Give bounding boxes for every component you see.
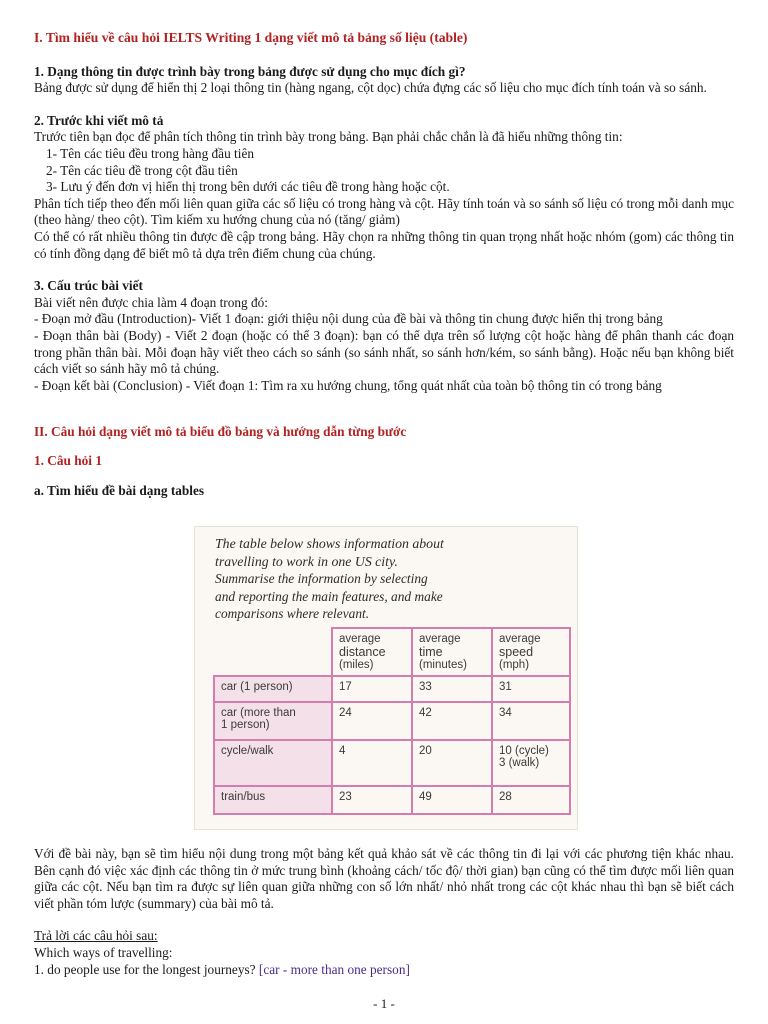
cell-speed: 34 — [492, 702, 570, 740]
section-heading-2: II. Câu hỏi dạng viết mô tả biểu đồ bảng và hướng dẫn từng bước — [34, 423, 407, 439]
cell-distance: 23 — [332, 786, 412, 814]
paragraph-structure-intro: Bài viết nên được chia làm 4 đoạn trong đó: — [34, 294, 268, 310]
task-prompt — [215, 535, 565, 623]
task-instruction-line: and reporting the main features, and make — [215, 588, 443, 604]
cell-time: 20 — [412, 740, 492, 786]
section-heading-1: I. Tìm hiểu về câu hỏi IELTS Writing 1 dạng viết mô tả bảng số liệu (table) — [34, 30, 468, 45]
cell-time: 49 — [412, 786, 492, 814]
question-answer: [car - more than one person] — [258, 961, 410, 977]
paragraph-task-explanation: Với đề bài này, bạn sẽ tìm hiểu nội dung trong một bảng kết quả khảo sát về các thông tin đi lại với các phương tiện khác nhau. Bên cạnh đó việc xác định các thông tin ở mức trung bình (khoảng cách/ tốc độ/ thời gian) bạn cũng có thể tìm được mối liên quan giữa các cột. Nếu bạn tìm ra được sự liên quan giữa những con số lớn nhất/ nhỏ nhất trong các cột khác nhau thì bạn sẽ biết cách viết phần tóm lược (summary) của bài mô tả. — [34, 846, 734, 911]
row-label: car (more than 1 person) — [214, 702, 332, 740]
task-prompt-line: travelling to work in one US city. — [215, 553, 398, 569]
cell-distance: 4 — [332, 740, 412, 786]
row-label: car (1 person) — [214, 676, 332, 702]
question-text: 1. do people use for the longest journeys? — [34, 961, 256, 977]
cell-speed: 28 — [492, 786, 570, 814]
document-page-continued — [34, 846, 734, 978]
which-ways-label: Which ways of travelling: — [34, 944, 173, 960]
task-instruction-line: comparisons where relevant. — [215, 606, 370, 621]
header-time: average time (minutes) — [412, 628, 492, 676]
paragraph-conclusion: - Đoạn kết bài (Conclusion) - Viết đoạn 1: Tìm ra xu hướng chung, tổng quát nhất của toàn bộ thông tin có trong bảng — [34, 377, 662, 393]
table-row — [214, 702, 570, 740]
row-label: cycle/walk — [214, 740, 332, 786]
header-speed: average speed (mph) — [492, 628, 570, 676]
cell-speed: 31 — [492, 676, 570, 702]
list-item: 2- Tên các tiêu đề trong cột đầu tiên — [46, 162, 238, 178]
paragraph-before-intro: Trước tiên bạn đọc để phân tích thông tin trình bày trong bảng. Bạn phải chắc chắn là đã hiểu những thông tin: — [34, 129, 623, 145]
table-row — [214, 740, 570, 786]
task-prompt-line: The table below shows information about — [215, 536, 444, 551]
cell-time: 42 — [412, 702, 492, 740]
row-label: train/bus — [214, 786, 332, 814]
document-page — [34, 30, 734, 500]
paragraph-grouping: Có thể có rất nhiều thông tin được đề cập trong bảng. Hãy chọn ra những thông tin quan trọng nhất hoặc nhóm (gom) các thông tin có tính đồng dạng để biết mô tả dựa trên điểm chung của chúng. — [34, 228, 734, 261]
list-item: 1- Tên các tiêu đều trong hàng đầu tiên — [46, 145, 254, 161]
question-line — [34, 962, 734, 979]
cell-speed: 10 (cycle) 3 (walk) — [492, 740, 570, 786]
answer-heading: Trả lời các câu hỏi sau: — [34, 928, 158, 944]
subheading-purpose: 1. Dạng thông tin được trình bày trong bảng được sử dụng cho mục đích gì? — [34, 63, 466, 79]
table-corner-cell — [214, 628, 332, 676]
table-row — [214, 786, 570, 814]
question-1a-heading: a. Tìm hiểu đề bài dạng tables — [34, 483, 205, 499]
cell-distance: 24 — [332, 702, 412, 740]
paragraph-introduction: - Đoạn mở đầu (Introduction)- Viết 1 đoạn: giới thiệu nội dung của đề bài và thông tin chung được hiển thị trong bảng — [34, 311, 663, 327]
paragraph-analysis: Phân tích tiếp theo đến mối liên quan giữa các số liệu có trong hàng và cột. Hãy tính toán và so sánh số liệu có trong mỗi danh mục (theo hàng/ theo cột). Tìm kiếm xu hướng chung của nó (tăng/ giảm) — [34, 195, 734, 228]
paragraph-body: - Đoạn thân bài (Body) - Viết 2 đoạn (hoặc có thể 3 đoạn): bạn có thể dựa trên số lượng cột hoặc hàng để phân thanh các đoạn trong phần thân bài. Mỗi đoạn hãy viết theo cách so sánh (so sánh nhất, so sánh hơn/kém, so sánh bằng). Hoặc nếu bạn không biết cách viết so sánh hãy mô tả chúng. — [34, 327, 734, 377]
paragraph-purpose: Bảng được sử dụng để hiển thị 2 loại thông tin (hàng ngang, cột dọc) chứa đựng các số liệu cho mục đích tính toán và so sánh. — [34, 80, 707, 96]
list-item: 3- Lưu ý đến đơn vị hiển thị trong bên dưới các tiêu đề trong hàng hoặc cột. — [46, 179, 450, 195]
task-image — [194, 526, 578, 830]
subheading-structure: 3. Cấu trúc bài viết — [34, 278, 143, 294]
cell-time: 33 — [412, 676, 492, 702]
table-header-row — [214, 628, 570, 676]
page-number: - 1 - — [373, 996, 395, 1011]
header-distance: average distance (miles) — [332, 628, 412, 676]
cell-distance: 17 — [332, 676, 412, 702]
table-row — [214, 676, 570, 702]
question-1-heading: 1. Câu hỏi 1 — [34, 453, 102, 469]
subheading-before-writing: 2. Trước khi viết mô tả — [34, 112, 164, 128]
task-instruction-line: Summarise the information by selecting — [215, 571, 428, 586]
travel-table — [213, 627, 571, 815]
